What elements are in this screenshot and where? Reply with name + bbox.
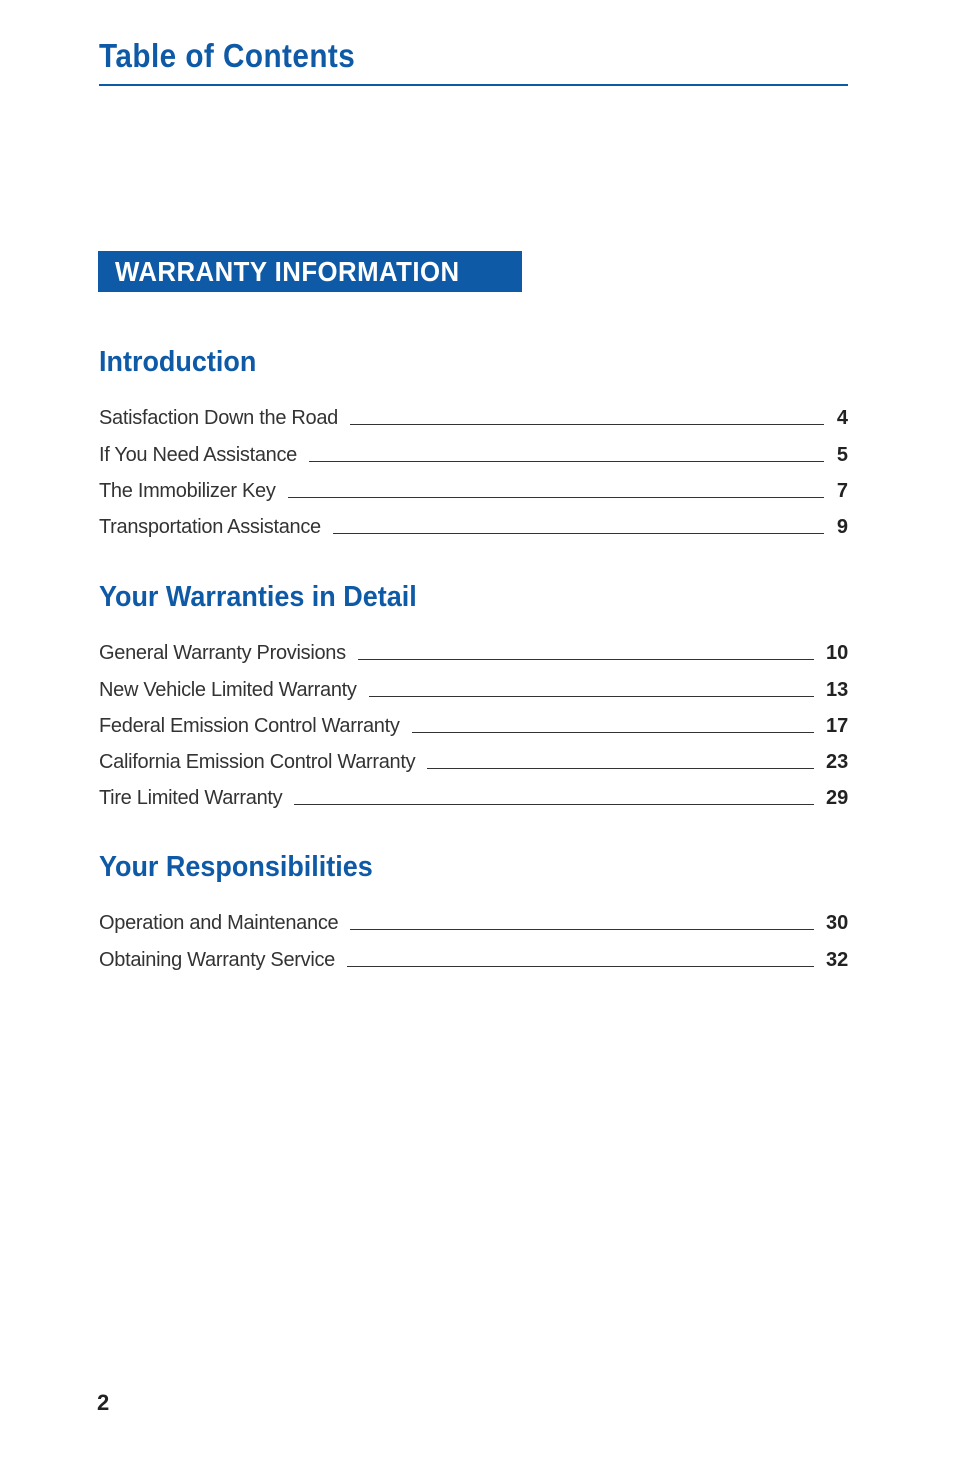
toc-leader-line: [350, 424, 824, 425]
toc-list: [99, 900, 848, 973]
section-heading: Your Responsibilities: [99, 851, 373, 883]
toc-list: [99, 395, 848, 540]
toc-leader-line: [358, 659, 814, 660]
section-introduction: [99, 342, 848, 540]
toc-entry[interactable]: [99, 666, 848, 702]
toc-entry-label: New Vehicle Limited Warranty: [99, 678, 357, 701]
toc-entry-page: 23: [826, 751, 849, 774]
banner-label: WARRANTY INFORMATION: [115, 256, 460, 287]
warranty-information-banner: [98, 251, 522, 292]
toc-entry-label: Obtaining Warranty Service: [99, 948, 335, 971]
section-heading: Introduction: [99, 346, 257, 378]
toc-entry[interactable]: [99, 468, 848, 504]
toc-entry-label: Transportation Assistance: [99, 516, 321, 539]
toc-entry[interactable]: [99, 900, 848, 936]
toc-entry-page: 32: [826, 948, 849, 971]
toc-entry[interactable]: [99, 395, 848, 431]
toc-entry-page: 4: [836, 407, 848, 430]
toc-entry[interactable]: [99, 775, 848, 811]
toc-entry[interactable]: [99, 739, 848, 775]
toc-entry[interactable]: [99, 504, 848, 540]
toc-leader-line: [294, 804, 814, 805]
page-number: 2: [97, 1390, 110, 1415]
toc-leader-line: [369, 696, 814, 697]
toc-entry-page: 29: [826, 787, 849, 810]
toc-entry[interactable]: [99, 936, 848, 972]
toc-leader-line: [288, 497, 824, 498]
toc-entry-label: Federal Emission Control Warranty: [99, 714, 400, 737]
toc-entry-page: 9: [836, 516, 848, 539]
toc-entry[interactable]: [99, 630, 848, 666]
toc-entry-page: 5: [836, 443, 848, 466]
section-warranties-in-detail: [99, 577, 848, 811]
toc-entry-label: California Emission Control Warranty: [99, 751, 416, 774]
toc-entry-label: General Warranty Provisions: [99, 642, 346, 665]
toc-entry-page: 13: [826, 678, 849, 701]
toc-leader-line: [347, 966, 814, 967]
section-heading: Your Warranties in Detail: [99, 581, 417, 613]
toc-entry-label: Tire Limited Warranty: [99, 787, 283, 810]
toc-leader-line: [350, 929, 814, 930]
toc-entry-page: 30: [826, 912, 849, 935]
title-divider: [99, 84, 848, 86]
toc-leader-line: [309, 461, 824, 462]
toc-list: [99, 630, 848, 811]
toc-entry-page: 17: [826, 714, 849, 737]
toc-leader-line: [427, 768, 814, 769]
toc-entry-label: Operation and Maintenance: [99, 912, 339, 935]
toc-entry-label: The Immobilizer Key: [99, 479, 276, 502]
toc-leader-line: [333, 533, 824, 534]
toc-entry[interactable]: [99, 431, 848, 467]
toc-entry-page: 10: [826, 642, 849, 665]
page-title: Table of Contents: [99, 37, 356, 74]
toc-leader-line: [412, 732, 814, 733]
toc-entry-label: If You Need Assistance: [99, 443, 297, 466]
toc-entry[interactable]: [99, 703, 848, 739]
section-responsibilities: [99, 847, 848, 973]
toc-entry-label: Satisfaction Down the Road: [99, 407, 339, 430]
toc-entry-page: 7: [836, 479, 848, 502]
